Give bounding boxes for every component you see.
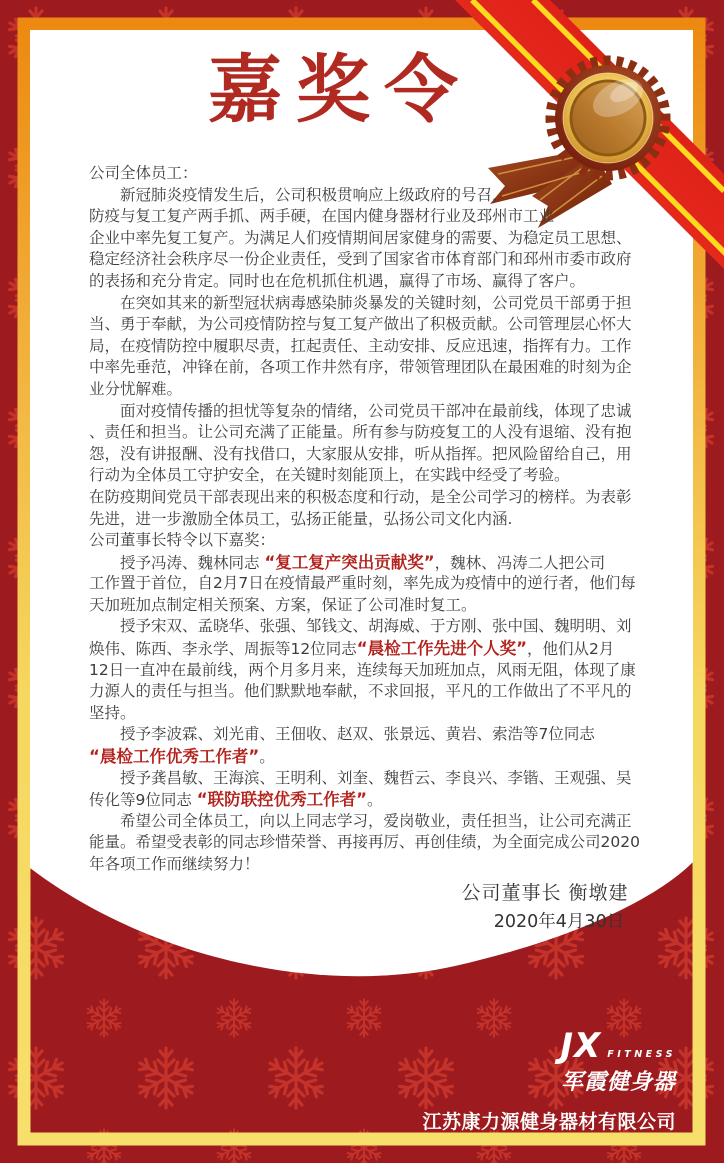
body-line: 中率先垂范，冲锋在前，各项工作井然有序，带领管理团队在最困难的时刻为企 (89, 358, 632, 377)
body-line: 授予宋双、孟晓华、张强、邹钱文、胡海威、于方刚、张中国、魏明明、刘 (89, 617, 632, 636)
body-line: 稳定经济社会秩序尽一份企业责任，受到了国家省市体育部门和邳州市委市政府 (89, 250, 632, 269)
body-line: 天加班加点制定相关预案、方案，保证了公司准时复工。 (89, 595, 477, 614)
body-line: 在突如其来的新型冠状病毒感染肺炎暴发的关键时刻，公司党员干部勇于担 (89, 293, 632, 312)
body-line: 公司全体员工： (89, 164, 198, 182)
company-logo (422, 1026, 676, 1134)
fitness-wordmark: FITNESS (607, 1048, 676, 1060)
body-line: 传化等9位同志 “联防联控优秀工作者”。 (89, 790, 383, 810)
body-line: 授予龚昌敏、王海滨、王明利、刘奎、魏哲云、李良兴、李锴、王观强、吴 (89, 768, 632, 787)
body-line: 防疫与复工复产两手抓、两手硬，在国内健身器材行业及邳州市工业 (89, 207, 555, 226)
brand-name-cn: 军霞健身器 (560, 1069, 676, 1095)
body-line: 先进，进一步激励全体员工，弘扬正能量，弘扬公司文化内涵. (89, 509, 513, 528)
body-line: 企业中率先复工复产。为满足人们疫情期间居家健身的需要、为稳定员工思想、 (89, 228, 632, 247)
body-line: 希望公司全体员工，向以上同志学习，爱岗敬业，责任担当，让公司充满正 (89, 811, 632, 830)
signature-block (420, 878, 670, 933)
signature-date: 2020年4月30日 (493, 912, 625, 932)
body-line: 新冠肺炎疫情发生后，公司积极贯响应上级政府的号召， (89, 185, 508, 204)
body-text (89, 163, 669, 876)
body-line: 局，在疫情防控中履职尽责，扛起责任、主动安排、反应迅速，指挥有力。工作 (89, 336, 632, 355)
body-line: 在防疫期间党员干部表现出来的积极态度和行动，是全公司学习的榜样。为表彰 (89, 487, 632, 506)
body-line: 业分忧解难。 (89, 379, 183, 398)
body-line: 年各项工作而继续努力！ (89, 855, 260, 873)
jx-logo-icon: JX (560, 1026, 602, 1066)
body-line: 坚持。 (89, 703, 136, 722)
body-line: 行动为全体员工守护安全，在关键时刻能顶上，在实践中经受了考验。 (89, 466, 570, 485)
body-line: 能量。希望受表彰的同志珍惜荣誉、再接再厉、再创佳绩，为全面完成公司2020 (89, 833, 640, 852)
company-name: 江苏康力源健身器材有限公司 (422, 1110, 676, 1133)
body-line: 当、勇于奉献，为公司疫情防控与复工复产做出了积极贡献。公司管理层心怀大 (89, 315, 632, 334)
body-line: “晨检工作优秀工作者”。 (89, 747, 275, 767)
body-line: 的表扬和充分肯定。同时也在危机抓住机遇，赢得了市场、赢得了客户。 (89, 271, 586, 290)
body-line: 、责任和担当。让公司充满了正能量。所有参与防疫复工的人没有退缩、没有抱 (89, 423, 632, 442)
body-line: 工作置于首位，自2月7日在疫情最严重时刻，率先成为疫情中的逆行者，他们每 (89, 574, 636, 593)
body-line: 怨，没有讲报酬、没有找借口，大家服从安排，听从指挥。把风险留给自己，用 (89, 444, 632, 463)
body-line: 授予李波霖、刘光甫、王佃收、赵双、张景远、黄岩、索浩等7位同志 (89, 725, 595, 744)
body-line: 公司董事长特令以下嘉奖： (89, 531, 276, 550)
chairman-signature: 公司董事长 衡墩建 (461, 882, 629, 904)
body-line: 面对疫情传播的担忧等复杂的情绪，公司党员干部冲在最前线，体现了忠诚 (89, 401, 632, 420)
body-line: 焕伟、陈西、李永学、周振等12位同志“晨检工作先进个人奖”，他们从2月 (89, 639, 615, 659)
body-line: 力源人的责任与担当。他们默默地奉献，不求回报，平凡的工作做出了不平凡的 (89, 682, 632, 701)
body-line: 授予冯涛、魏林同志 “复工复产突出贡献奖”，魏林、冯涛二人把公司 (89, 552, 606, 572)
jx-fitness-logo (422, 1026, 676, 1066)
page-title: 嘉奖令 (208, 47, 472, 133)
body-line: 12日一直冲在最前线，两个月多月来，连续每天加班加点，风雨无阻，体现了康 (89, 660, 636, 679)
